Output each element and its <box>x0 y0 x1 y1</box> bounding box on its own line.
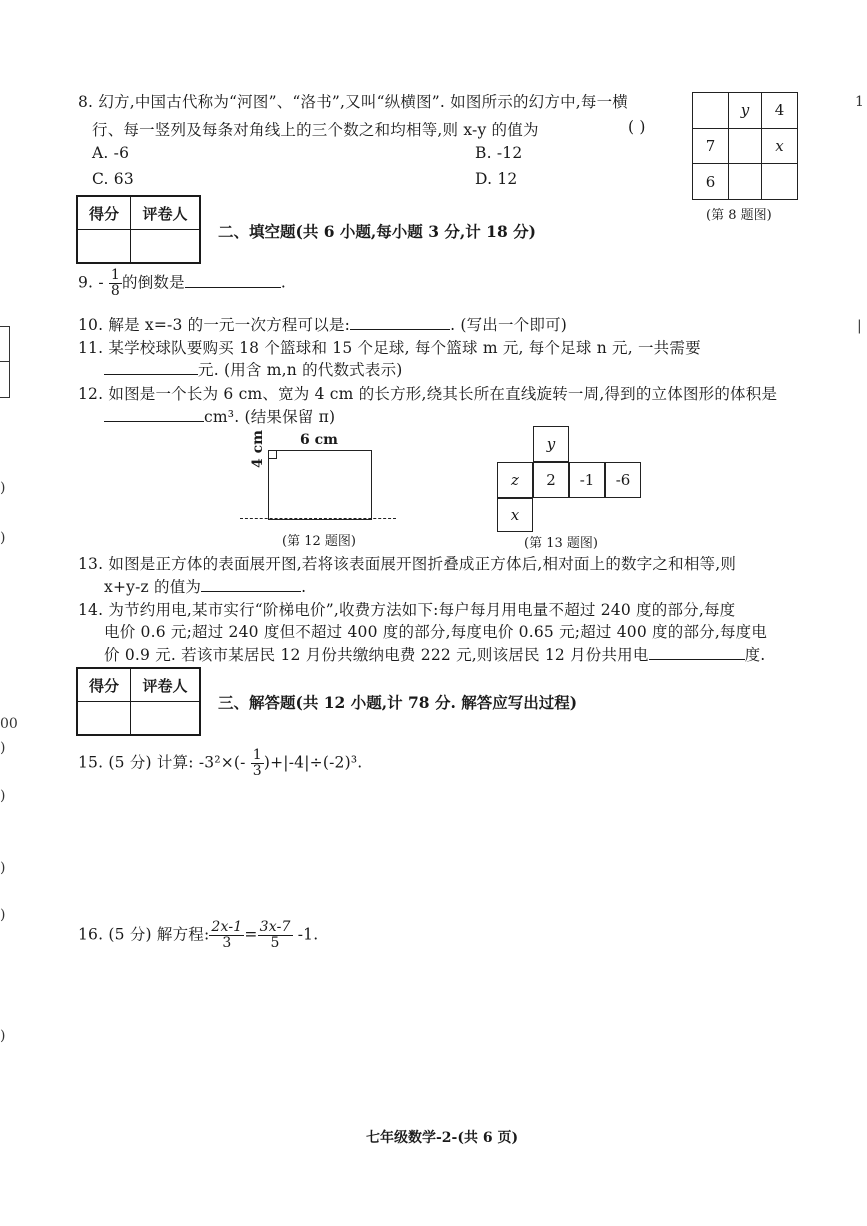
q16-numerator-right: 3x-7 <box>259 919 291 935</box>
q9-fraction <box>109 268 122 299</box>
magic-cell: y <box>729 93 762 129</box>
net-cell: 2 <box>533 462 569 498</box>
q9-suffix: 的倒数是 <box>122 273 185 292</box>
q13-line2-text: x+y-z 的值为 <box>104 578 202 596</box>
q11-line1: 11. 某学校球队要购买 18 个篮球和 15 个足球, 每个篮球 m 元, 每个足球 n 元, 一共需要 <box>78 339 701 357</box>
q14-line1: 14. 为节约用电,某市实行“阶梯电价”,收费方法如下:每户每月用电量不超过 240 度的部分,每度 <box>78 601 736 619</box>
q14-line2: 电价 0.6 元;超过 240 度但不超过 400 度的部分,每度电价 0.65 元;超过 400 度的部分,每度电 <box>104 623 768 641</box>
q8-option-d: D. 12 <box>475 170 518 188</box>
score-box-section3 <box>76 667 201 736</box>
section3-title: 三、解答题(共 12 小题,计 78 分. 解答应写出过程) <box>218 693 578 712</box>
right-angle-mark <box>269 451 277 459</box>
q16-fraction-left <box>209 920 244 951</box>
grader-cell <box>131 230 201 264</box>
q8-line1: 8. 幻方,中国古代称为“河图”、“洛书”,又叫“纵横图”. 如图所示的幻方中,每一横 <box>78 93 628 111</box>
q14-answer-blank <box>649 645 745 660</box>
q9-prefix: 9. - <box>78 273 104 292</box>
q11-answer-blank <box>104 360 198 375</box>
edge-mark: ) <box>0 480 6 496</box>
q13-answer-blank <box>201 577 301 592</box>
q9-answer-blank <box>185 273 281 288</box>
net-cell-top: y <box>533 426 569 462</box>
magic-cell: x <box>761 128 797 164</box>
q8-option-c: C. 63 <box>92 170 134 188</box>
q12-line2-text: cm³. (结果保留 π) <box>204 408 336 426</box>
magic-cell <box>761 164 797 200</box>
magic-cell: 7 <box>693 128 729 164</box>
q12-length-label: 6 cm <box>300 432 338 448</box>
left-edge-box-divider <box>0 361 9 362</box>
q12-answer-blank <box>104 407 204 422</box>
q10-end: . (写出一个即可) <box>450 316 568 334</box>
q15-suffix: )+|-4|÷(-2)³. <box>263 753 363 772</box>
page-footer: 七年级数学-2-(共 6 页) <box>366 1130 519 1146</box>
edge-mark: ) <box>0 740 6 756</box>
score-cell <box>77 230 131 264</box>
net-cell: -6 <box>605 462 641 498</box>
magic-cell <box>729 164 762 200</box>
q13-line2 <box>104 575 306 597</box>
q12-line2 <box>104 405 335 427</box>
q14-end: 度. <box>744 646 766 664</box>
q14-line3 <box>104 643 765 665</box>
q16-denominator-right: 5 <box>270 935 280 951</box>
q10-answer-blank <box>350 315 450 330</box>
q10-text: 10. 解是 x=-3 的一元一次方程可以是: <box>78 316 351 334</box>
q12-rotation-axis <box>240 518 396 519</box>
q8-magic-square <box>692 92 798 200</box>
q16-suffix: -1. <box>297 925 319 944</box>
q12-rectangle <box>268 450 372 520</box>
q16-fraction-right <box>258 920 293 951</box>
q12-width-label: 4 cm <box>250 430 266 468</box>
grader-cell <box>131 702 201 736</box>
q16-numerator-left: 2x-1 <box>211 919 243 935</box>
q13-line1: 13. 如图是正方体的表面展开图,若将该表面展开图折叠成正方体后,相对面上的数字之和相等,则 <box>78 555 737 573</box>
q8-option-b: B. -12 <box>475 144 523 162</box>
q9-denominator: 8 <box>110 283 121 299</box>
q16-equals: = <box>244 925 258 944</box>
q8-figure-caption: (第 8 题图) <box>706 208 772 223</box>
q15-numerator: 1 <box>252 747 262 763</box>
q13-figure-caption: (第 13 题图) <box>524 536 598 551</box>
net-cell-bottom: x <box>497 498 533 532</box>
edge-mark: ) <box>0 860 6 876</box>
q14-line3-text: 价 0.9 元. 若该市某居民 12 月份共缴纳电费 222 元,则该居民 12 月份共用电 <box>104 646 649 664</box>
edge-mark: ) <box>0 1028 6 1044</box>
q8-option-a: A. -6 <box>92 144 130 162</box>
q15-prefix: 15. (5 分) 计算: -3²×(- <box>78 753 246 772</box>
score-label: 得分 <box>77 668 131 702</box>
q9 <box>78 268 286 299</box>
q11-line2-text: 元. (用含 m,n 的代数式表示) <box>198 361 403 379</box>
q13-end: . <box>301 578 307 596</box>
net-cell: z <box>497 462 533 498</box>
edge-mark: ) <box>0 788 6 804</box>
score-label: 得分 <box>77 196 131 230</box>
score-cell <box>77 702 131 736</box>
q16-prefix: 16. (5 分) 解方程: <box>78 925 210 944</box>
q9-numerator: 1 <box>110 267 121 283</box>
magic-cell: 6 <box>693 164 729 200</box>
edge-mark: 00 <box>0 716 18 732</box>
net-cell: -1 <box>569 462 605 498</box>
q12-line1: 12. 如图是一个长为 6 cm、宽为 4 cm 的长方形,绕其长所在直线旋转一周,得到的立体图形的体积是 <box>78 385 778 403</box>
q8-answer-bracket: ( ) <box>628 118 646 136</box>
q11-line2 <box>104 358 403 380</box>
q16-denominator-left: 3 <box>222 935 232 951</box>
section2-title: 二、填空题(共 6 小题,每小题 3 分,计 18 分) <box>218 222 536 241</box>
edge-mark: ) <box>0 530 6 546</box>
q8-line2: 行、每一竖列及每条对角线上的三个数之和均相等,则 x-y 的值为 <box>92 121 539 139</box>
q12-figure-caption: (第 12 题图) <box>282 534 356 549</box>
q10 <box>78 313 567 335</box>
q15-denominator: 3 <box>252 763 262 779</box>
q16 <box>78 920 318 951</box>
magic-cell: 4 <box>761 93 797 129</box>
edge-mark: | <box>857 318 862 334</box>
magic-cell <box>693 93 729 129</box>
grader-label: 评卷人 <box>131 196 201 230</box>
edge-mark: 1 <box>855 94 864 110</box>
q15-fraction <box>251 748 264 779</box>
magic-cell <box>729 128 762 164</box>
edge-mark: ) <box>0 907 6 923</box>
q9-end: . <box>280 273 286 292</box>
score-box-section2 <box>76 195 201 264</box>
grader-label: 评卷人 <box>131 668 201 702</box>
left-edge-box <box>0 326 10 398</box>
q15 <box>78 748 362 779</box>
